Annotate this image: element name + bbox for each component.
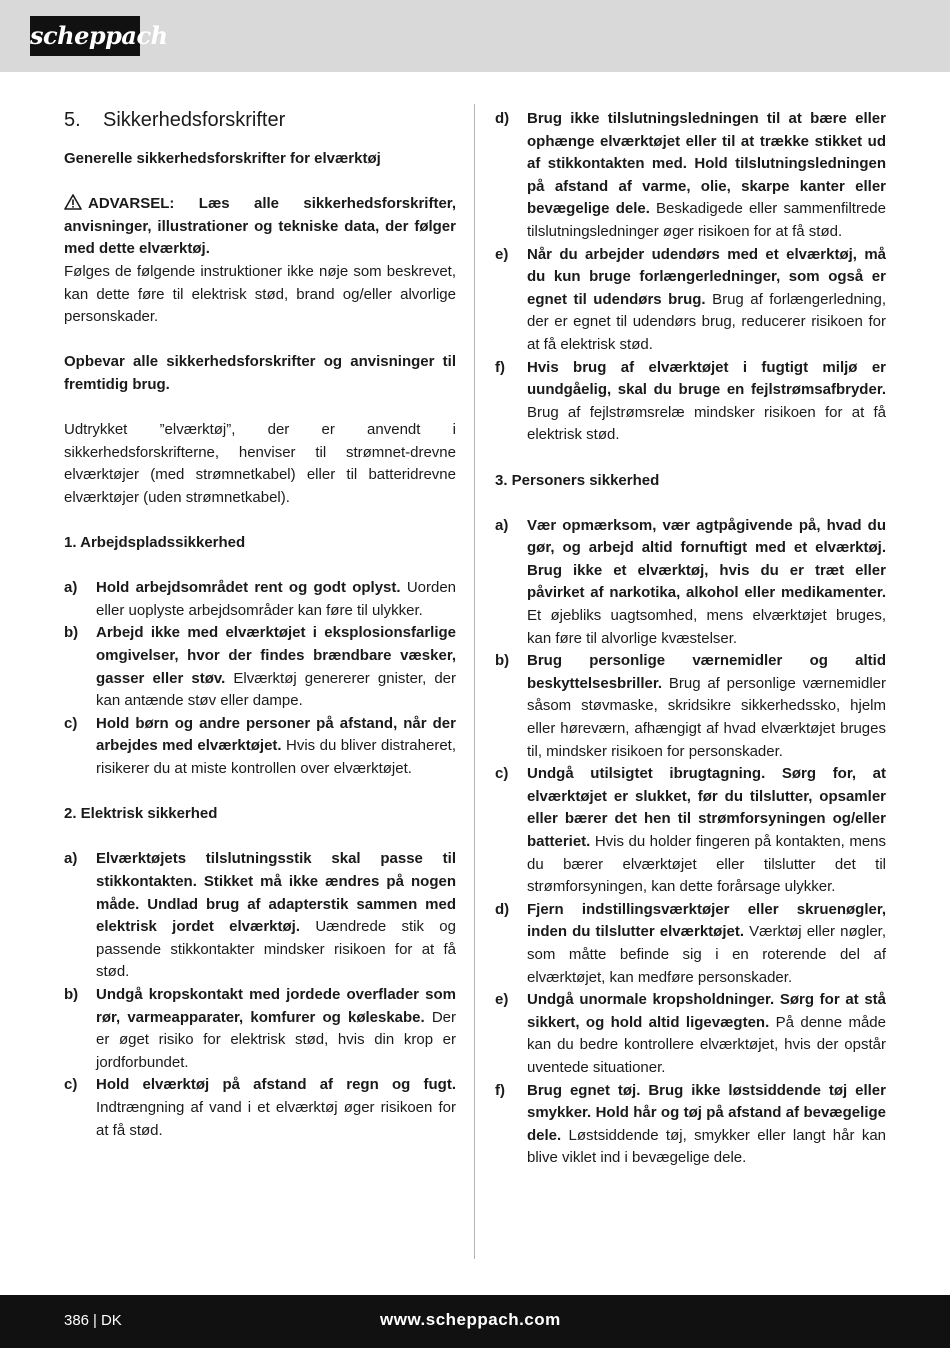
left-column [64,108,456,1142]
item-bold: Undgå kropskontakt med jordede overflader som rør, varmeapparater, komfurer og køleskabe. [96,985,456,1026]
item-bold: Hvis brug af elværktøjet i fugtigt miljø er uundgåelig, skal du bruge en fejlstrømsafbryder. [527,358,886,399]
page-header [0,0,950,72]
scheppach-logo: scheppach [30,16,140,56]
keep-instructions: Opbevar alle sikkerhedsforskrifter og anvisninger til fremtidig brug. [64,353,456,393]
item-label: b) [64,624,79,642]
item-text: Elværktøj genererer gnister, der kan antænde støv eller dampe. [96,669,456,710]
website-url: www.scheppach.com [380,1310,561,1329]
item-text: Indtrængning af vand i et elværktøj øger risikoen for at få stød. [96,1098,456,1139]
item-text: Et øjebliks uagtsomhed, mens elværktøjet bruges, kan føre til alvorlige kvæstelser. [527,607,886,647]
section-number: 5. [64,109,81,131]
list-item [64,984,456,1074]
warning-triangle-icon [64,194,82,210]
list-item [495,899,886,989]
list-item [495,108,886,244]
item-label: b) [64,985,79,1003]
s3-heading: 3. Personers sikkerhed [495,471,660,489]
list-item [64,713,456,781]
item-text: Uorden eller uoplyste arbejdsområder kan føre til ulykker. [96,579,457,619]
list-item [495,650,886,763]
warning-bold: ADVARSEL: Læs alle sikkerhedsforskrifter, anvisninger, illustrationer og tekniske data, der følger med dette elværktøj. [64,195,456,258]
right-column [495,108,886,1170]
item-bold: Undgå unormale kropsholdninger. Sørg for at stå sikkert, og hold altid ligevægten. [527,991,886,1031]
list-item [495,1080,886,1170]
s1-heading: 1. Arbejdspladssikkerhed [64,534,246,552]
item-text: Der er øget risiko for elektrisk stød, hvis din krop er jordforbundet. [96,1008,456,1071]
item-label: b) [495,652,510,670]
item-label: c) [64,714,78,732]
list-item [64,848,456,984]
item-label: d) [495,110,510,127]
item-label: f) [495,1081,505,1099]
item-text: På denne måde kan du bedre kontrollere elværktøjet, hvis der opstår uventede situationer. [527,1013,886,1076]
item-label: e) [495,245,509,263]
item-bold: Hold børn og andre personer på afstand, når der arbejdes med elværktøjet. [96,714,456,755]
item-bold: Elværktøjets tilslutningsstik skal passe til stikkontakten. Stikket må ikke ændres på nogen måde. Undlad brug af adapterstik sammen med elektrisk jordet elværktøj. [96,850,456,936]
s2-heading: 2. Elektrisk sikkerhed [64,805,218,823]
item-label: c) [495,765,509,783]
column-divider [474,104,475,1259]
item-label: a) [64,850,78,868]
item-text: Uændrede stik og passende stikkontakter mindsker risikoen for at få stød. [96,918,456,981]
item-bold: Brug egnet tøj. Brug ikke løstsiddende tøj eller smykker. Hold hår og tøj på afstand af bevægelige dele. [527,1081,886,1144]
footer-separator: | [93,1312,97,1329]
list-item [495,357,886,447]
warning-text: Følges de følgende instruktioner ikke nøje som beskrevet, kan dette føre til elektrisk stød, brand og/eller alvorlige personskader. [64,262,456,326]
item-label: a) [64,579,78,597]
list-item [495,763,886,899]
item-text: Løstsiddende tøj, smykker eller langt hår kan blive viklet ind i bevægelige dele. [527,1126,886,1167]
general-heading: Generelle sikkerhedsforskrifter for elværktøj [64,150,381,167]
page-footer [0,1295,950,1348]
item-bold: Brug personlige værnemidler og altid beskyttelsesbriller. [527,652,886,692]
section-title-text: Sikkerhedsforskrifter [103,109,286,131]
page-number-block [64,1310,122,1332]
item-label: f) [495,358,505,376]
item-label: d) [495,900,510,918]
item-text: Brug af forlængerledning, der er egnet til udendørs brug, reducerer risikoen for at få elektrisk stød. [527,290,886,353]
list-item [495,244,886,357]
page-number: 386 [64,1312,90,1329]
item-text: Beskadigede eller sammenfiltrede tilslutningsledninger øger risikoen for at få stød. [527,200,886,240]
item-text: Brug af fejlstrømsrelæ mindsker risikoen for at få elektrisk stød. [527,403,886,444]
warning-paragraph [64,193,456,261]
item-bold: Fjern indstillingsværktøjer eller skruenøgler, inden du tilslutter elværktøjet. [527,900,886,941]
list-item [495,515,886,651]
item-text: Hvis du holder fingeren på kontakten, mens du bærer elværktøjet eller tilslutter det til strømforsyningen, kan dette forårsage ulykker. [527,833,887,896]
list-item [64,1074,456,1142]
item-text: Brug af personlige værnemidler såsom støvmaske, skridsikre sikkerhedssko, hjelm eller høreværn, afhængigt af hvad elværktøjet bruges til, mindsker risikoen for personskader. [527,674,886,760]
item-bold: Undgå utilsigtet ibrugtagning. Sørg for, at elværktøjet er slukket, før du tilslutter, opsamler eller bærer det hen til strømforsyningen og/eller batteriet. [527,765,886,850]
item-label: a) [495,516,509,534]
list-item [64,577,456,622]
item-label: e) [495,991,509,1009]
item-bold: Brug ikke tilslutningsledningen til at bære eller ophænge elværktøjet eller til at trække stikket ud af stikkontakten med. Hold tilslutningsledningen på afstand af varme, olie, skarpe kanter eller bevægelige dele. [527,110,886,218]
item-bold: Arbejd ikke med elværktøjet i eksplosionsfarlige omgivelser, hvor der findes brændbare væsker, gasser eller støv. [96,624,456,687]
item-text: Hvis du bliver distraheret, risikerer du at miste kontrollen over elværktøjet. [96,737,457,778]
item-bold: Når du arbejder udendørs med et elværktøj, må du kun bruge forlængerledninger, som også er egnet til udendørs brug. [527,245,886,308]
item-bold: Vær opmærksom, vær agtpågivende på, hvad du gør, og arbejd altid fornuftigt med et elværktøj. Brug ikke et elværktøj, hvis du er træt eller påvirket af narkotika, alkohol eller medikamenter. [527,516,886,602]
item-label: c) [64,1076,78,1094]
list-item [495,989,886,1079]
item-bold: Hold arbejdsområdet rent og godt oplyst. [96,579,401,597]
item-bold: Hold elværktøj på afstand af regn og fugt. [96,1076,456,1094]
item-text: Værktøj eller nøgler, som måtte befinde sig i en roterende del af elværktøjet, kan medføre personskader. [527,923,887,986]
section-title [64,108,456,132]
list-item [64,622,456,712]
definition-paragraph: Udtrykket ”elværktøj”, der er anvendt i sikkerhedsforskrifterne, henviser til strømnet-drevne elværktøjer (med strømnetkabel) eller til batteridrevne elværktøjer (uden strømnetkabel). [64,421,456,506]
language-code: DK [100,1312,122,1329]
